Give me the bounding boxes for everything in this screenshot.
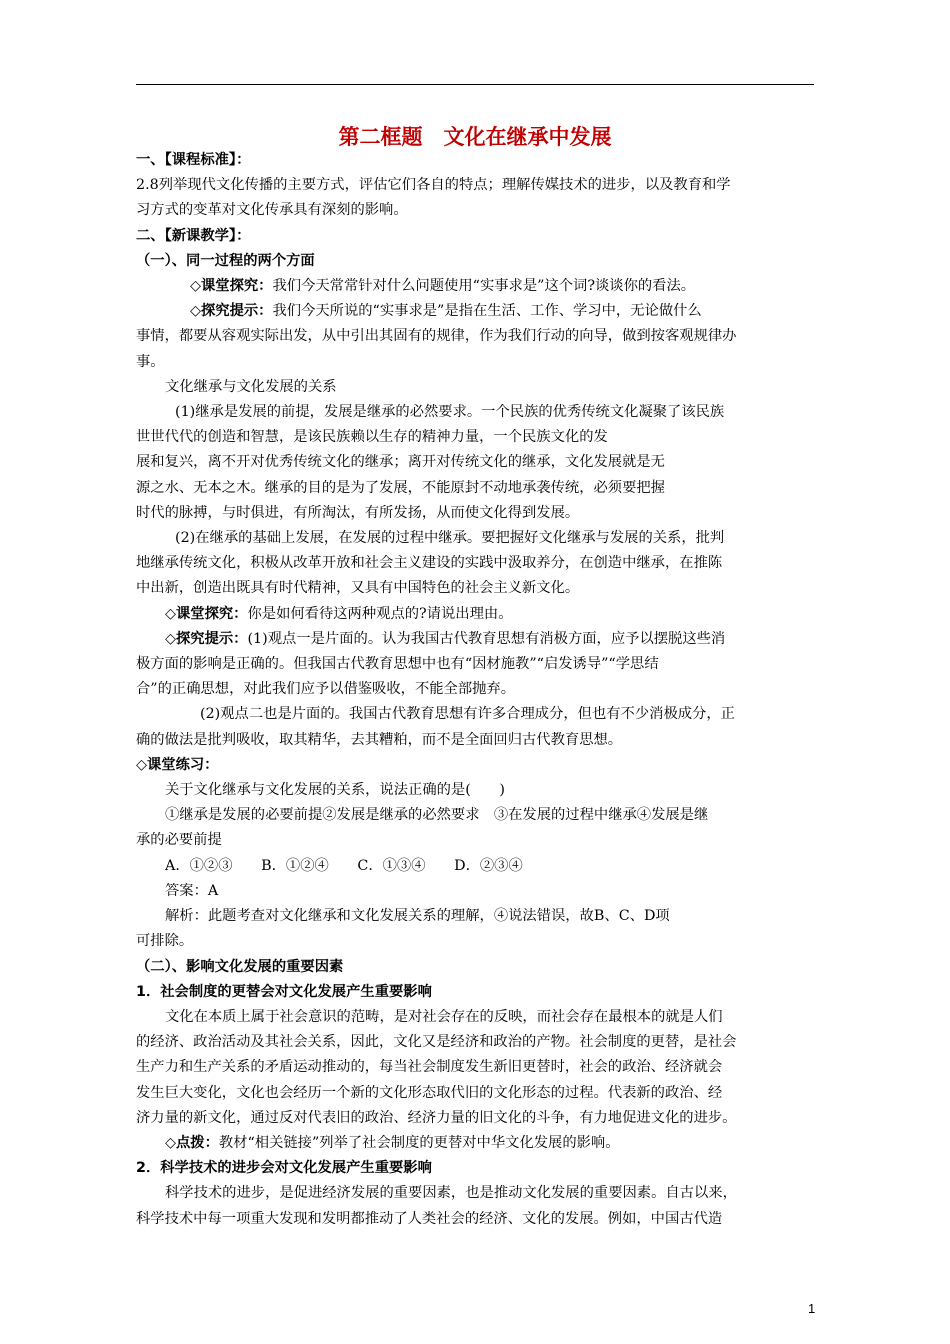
line-text: 2．科学技术的进步会对文化发展产生重要影响 (136, 1160, 432, 1177)
text-line (136, 501, 816, 526)
line-text: 文化继承与文化发展的关系 (165, 378, 337, 395)
line-text: 事情，都要从容观实际出发，从中引出其固有的规律，作为我们行动的向导，做到按客观规律办 (136, 328, 737, 345)
text-line (136, 551, 816, 576)
text-line (136, 803, 816, 828)
text-line (136, 1030, 816, 1055)
text-line (136, 854, 816, 879)
line-text: 生产力和生产关系的矛盾运动推动的，每当社会制度发生新旧更替时，社会的政治、经济就会 (136, 1059, 723, 1076)
line-text: ①继承是发展的必要前提②发展是继承的必然要求 ③在发展的过程中继承④发展是继 (165, 807, 709, 824)
line-text: 世世代代的创造和智慧，是该民族赖以生存的精神力量，一个民族文化的发 (136, 429, 608, 446)
text-line (136, 299, 816, 324)
text-line (136, 677, 816, 702)
text-line (136, 274, 816, 299)
text-line (136, 350, 816, 375)
line-text: 我们今天所说的“实事求是”是指在生活、工作、学习中，无论做什么 (272, 303, 702, 320)
line-text: 科学技术的进步，是促进经济发展的重要因素，也是推动文化发展的重要因素。自古以来， (165, 1185, 737, 1202)
text-line (136, 249, 816, 274)
line-text: 教材“相关链接”列举了社会制度的更替对中华文化发展的影响。 (218, 1134, 620, 1151)
line-text: （二）、影响文化发展的重要因素 (136, 958, 344, 975)
line-text: 展和复兴，离不开对优秀传统文化的继承；离开对传统文化的继承，文化发展就是无 (136, 454, 665, 471)
line-text: (2)在继承的基础上发展，在发展的过程中继承。要把握好文化继承与发展的关系，批判 (175, 530, 725, 547)
text-line (136, 148, 816, 173)
line-text: 中出新，创造出既具有时代精神，又具有中国特色的社会主义新文化。 (136, 580, 580, 597)
line-text: 合”的正确思想，对此我们应予以借鉴吸收，不能全部抛弃。 (136, 681, 516, 698)
line-text: 地继承传统文化，积极从改革开放和社会主义建设的实践中汲取养分，在创造中继承，在推陈 (136, 555, 723, 572)
text-line (136, 753, 816, 778)
text-line (136, 1005, 816, 1030)
line-text: 极方面的影响是正确的。但我国古代教育思想中也有“因材施教”“启发诱导”“学思结 (136, 656, 659, 673)
line-text: ◇课堂练习： (136, 756, 219, 773)
text-line (136, 425, 816, 450)
line-text: 1．社会制度的更替会对文化发展产生重要影响 (136, 983, 432, 1000)
text-line (136, 526, 816, 551)
text-line (136, 476, 816, 501)
line-text: 济力量的新文化，通过反对代表旧的政治、经济力量的旧文化的斗争，有力地促进文化的进步。 (136, 1109, 737, 1126)
text-line (136, 1055, 816, 1080)
text-line (136, 627, 816, 652)
line-text: 文化在本质上属于社会意识的范畴，是对社会存在的反映，而社会存在最根本的就是人们 (165, 1008, 723, 1025)
line-text: A．①②③ B．①②④ C．①③④ D．②③④ (165, 857, 523, 874)
line-text: (1)观点一是片面的。认为我国古代教育思想有消极方面，应予以摆脱这些消 (247, 630, 726, 647)
text-line (136, 324, 816, 349)
line-text: 事。 (136, 353, 165, 370)
line-text: 发生巨大变化，文化也会经历一个新的文化形态取代旧的文化形态的过程。代表新的政治、经 (136, 1084, 723, 1101)
line-text: 可排除。 (136, 933, 194, 950)
page-title: 第二框题 文化在继承中发展 (338, 125, 612, 149)
text-line (136, 955, 816, 980)
page-number: 1 (808, 1301, 816, 1316)
document-body (136, 148, 816, 1232)
line-text: 答案：A (165, 882, 219, 899)
text-line (136, 702, 816, 727)
text-line (136, 728, 816, 753)
line-text: (2)观点二也是片面的。我国古代教育思想有许多合理成分，但也有不少消极成分，正 (200, 706, 735, 723)
line-text: 二、【新课教学】： (136, 227, 251, 244)
text-line (136, 450, 816, 475)
text-line (136, 1181, 816, 1206)
text-line (136, 602, 816, 627)
line-text: 时代的脉搏，与时俱进，有所淘汰，有所发扬，从而使文化得到发展。 (136, 504, 580, 521)
text-line (136, 375, 816, 400)
line-text: 2.8列举现代文化传播的主要方式，评估它们各自的特点；理解传媒技术的进步，以及教育和学 (136, 177, 731, 194)
line-text: 承的必要前提 (136, 832, 222, 849)
line-label: ◇点拨： (165, 1134, 219, 1151)
text-line (136, 1156, 816, 1181)
text-line (136, 198, 816, 223)
text-line (136, 929, 816, 954)
text-line (136, 652, 816, 677)
text-line (136, 400, 816, 425)
line-text: 解析：此题考查对文化继承和文化发展关系的理解，④说法错误，故B、C、D项 (165, 908, 670, 925)
line-text: 习方式的变革对文化传承具有深刻的影响。 (136, 202, 408, 219)
line-label: ◇课堂探究： (190, 278, 273, 295)
line-text: 关于文化继承与文化发展的关系，说法正确的是( ) (165, 782, 505, 799)
line-label: ◇课堂探究： (165, 605, 248, 622)
line-label: ◇探究提示： (165, 630, 248, 647)
text-line (136, 1131, 816, 1156)
line-text: 确的做法是批判吸收，取其精华，去其糟粕，而不是全面回归古代教育思想。 (136, 731, 623, 748)
text-line (136, 173, 816, 198)
text-line (136, 980, 816, 1005)
line-text: （一）、同一过程的两个方面 (136, 252, 315, 269)
text-line (136, 1207, 816, 1232)
text-line (136, 879, 816, 904)
text-line (136, 904, 816, 929)
line-text: 一、【课程标准】： (136, 152, 251, 168)
text-line (136, 224, 816, 249)
line-text: (1)继承是发展的前提，发展是继承的必然要求。一个民族的优秀传统文化凝聚了该民族 (175, 404, 725, 421)
line-text: 源之水、无本之木。继承的目的是为了发展，不能原封不动地承袭传统，必须要把握 (136, 479, 665, 496)
text-line (136, 1081, 816, 1106)
line-text: 科学技术中每一项重大发现和发明都推动了人类社会的经济、文化的发展。例如，中国古代造 (136, 1210, 723, 1227)
line-label: ◇探究提示： (190, 303, 273, 320)
text-line (136, 828, 816, 853)
text-line (136, 778, 816, 803)
line-text: 的经济、政治活动及其社会关系，因此，文化又是经济和政治的产物。社会制度的更替，是社会 (136, 1034, 737, 1051)
line-text: 你是如何看待这两种观点的?请说出理由。 (247, 605, 513, 622)
header-rule (136, 84, 814, 85)
line-text: 我们今天常常针对什么问题使用“实事求是”这个词?谈谈你的看法。 (272, 278, 696, 295)
text-line (136, 576, 816, 601)
text-line (136, 1106, 816, 1131)
